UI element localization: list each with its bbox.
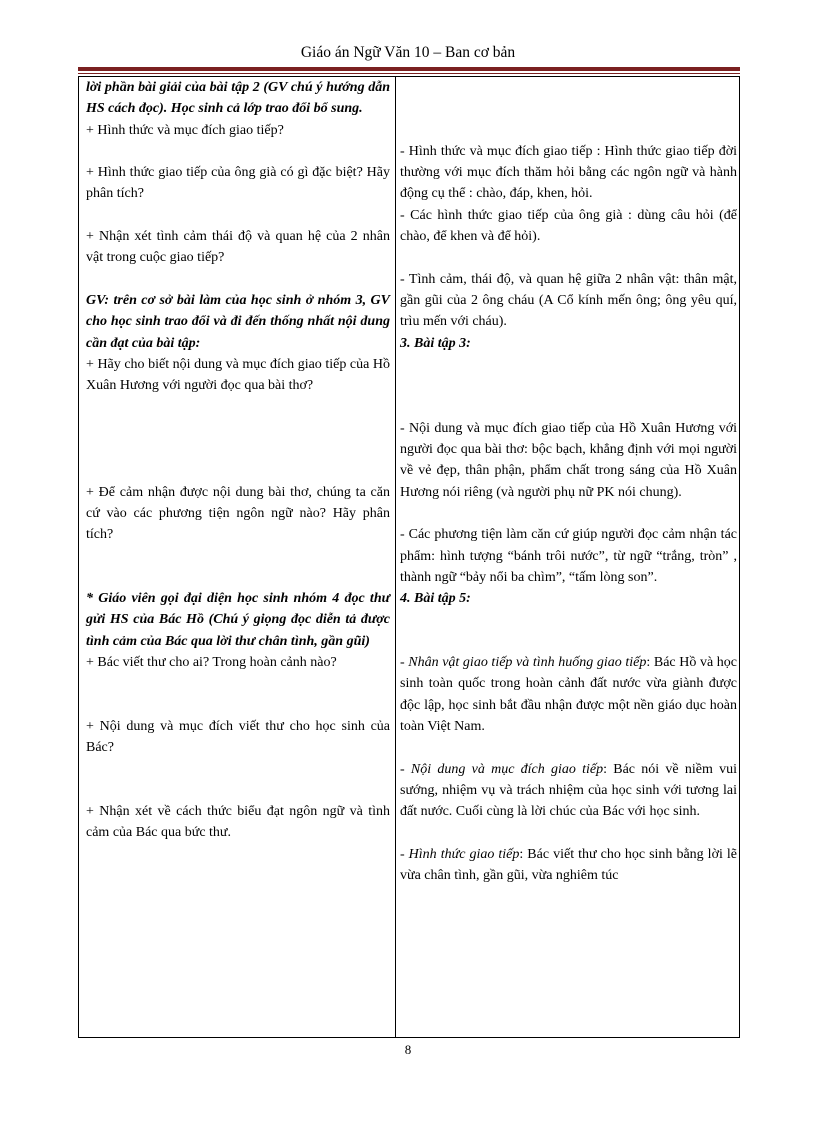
- right-answer-2: - Các hình thức giao tiếp của ông già : dùng câu hỏi (để chào, để khen và để hỏi).: [400, 207, 737, 245]
- left-question-4: + Hãy cho biết nội dung và mục đích giao tiếp của Hồ Xuân Hương với người đọc qua bài thơ?: [86, 356, 390, 394]
- left-question-8: + Nhận xét về cách thức biểu đạt ngôn ngữ và tình cảm của Bác qua bức thư.: [86, 804, 390, 841]
- left-teacher-note-2: * Giáo viên gọi đại diện học sinh nhóm 4 đọc thư gửi HS của Bác Hồ (Chú ý giọng đọc diễn tả được tình cảm của Bác qua lời thư chân tình, gần gũi): [86, 591, 390, 649]
- left-question-3: + Nhận xét tình cảm thái độ và quan hệ của 2 nhân vật trong cuộc giao tiếp?: [86, 229, 390, 266]
- left-intro-note: lời phần bài giải của bài tập 2 (GV chú ý hướng dẫn HS cách đọc). Học sinh cả lớp trao đổi bổ sung.: [86, 80, 390, 117]
- header-rule-thick: [78, 67, 740, 71]
- right-answer-7-text: : Bác nói về niềm vui sướng, nhiệm vụ và trách nhiệm của học sinh với tương lai đất nước. Cuối cùng là lời chúc của Bác với học sinh.: [400, 761, 737, 820]
- right-answer-7-label: - Nội dung và mục đích giao tiếp: [400, 761, 604, 777]
- right-answer-6-text: : Bác Hồ và học sinh toàn quốc trong hoàn cảnh đất nước vừa giành được độc lập, học sinh bắt đầu nhận được một nền giáo dục hoàn toàn Việt Nam.: [400, 655, 737, 734]
- header-rule-thin: [78, 73, 740, 74]
- page-number: 8: [404, 1042, 412, 1057]
- left-question-5: + Để cảm nhận được nội dung bài thơ, chúng ta căn cứ vào các phương tiện ngôn ngữ nào? Hãy phân tích?: [86, 484, 390, 543]
- content-column: [400, 77, 737, 886]
- teacher-student-column: [86, 77, 390, 844]
- right-answer-8-label: - Hình thức giao tiếp: [400, 846, 520, 862]
- right-answer-6-label: - Nhân vật giao tiếp và tình huống giao tiếp: [400, 655, 647, 671]
- right-answer-1: - Hình thức và mục đích giao tiếp : Hình thức giao tiếp đời thường với mục đích thăm hỏi bằng các ngôn ngữ và hành động cụ thể : chào, đáp, khen, hỏi.: [400, 143, 737, 202]
- right-answer-4: - Nội dung và mục đích giao tiếp của Hồ Xuân Hương với người đọc qua bài thơ: bộc bạch, khẳng định với mọi người về vẻ đẹp, thân phận, phẩm chất trong sáng của Hồ Xuân Hương nói riêng (và người phụ nữ PK nói chung).: [400, 420, 737, 500]
- left-question-6: + Bác viết thư cho ai? Trong hoàn cảnh nào?: [86, 655, 337, 671]
- right-answer-3: - Tình cảm, thái độ, và quan hệ giữa 2 nhân vật: thân mật, gần gũi của 2 ông cháu (A Cổ kính mến ông; ông yêu quí, trìu mến với cháu).: [400, 271, 737, 330]
- column-divider: [395, 77, 396, 1037]
- right-answer-6: [400, 652, 737, 737]
- left-question-1: + Hình thức và mục đích giao tiếp?: [86, 122, 284, 138]
- right-answer-5: - Các phương tiện làm căn cứ giúp người đọc cảm nhận tác phẩm: hình tượng “bánh trôi nước”, từ ngữ “trắng, tròn” , thành ngữ “bảy nổi ba chìm”, “tấm lòng son”.: [400, 527, 737, 585]
- left-question-2: + Hình thức giao tiếp của ông già có gì đặc biệt? Hãy phân tích?: [86, 165, 390, 202]
- page-header-title: Giáo án Ngữ Văn 10 – Ban cơ bản: [300, 44, 516, 61]
- lesson-table: [78, 76, 740, 1038]
- right-answer-7: [400, 759, 737, 823]
- right-heading-exercise-5: 4. Bài tập 5:: [400, 591, 471, 607]
- right-answer-8-text: : Bác viết thư cho học sinh bằng lời lẽ vừa chân tình, gần gũi, vừa nghiêm túc: [400, 846, 737, 883]
- left-question-7: + Nội dung và mục đích viết thư cho học sinh của Bác?: [86, 718, 390, 756]
- right-answer-8: [400, 844, 737, 887]
- right-heading-exercise-3: 3. Bài tập 3:: [400, 335, 471, 351]
- left-teacher-note-1: GV: trên cơ sở bài làm của học sinh ở nhóm 3, GV cho học sinh trao đổi và đi đến thống nhất nội dung cần đạt của bài tập:: [86, 292, 390, 351]
